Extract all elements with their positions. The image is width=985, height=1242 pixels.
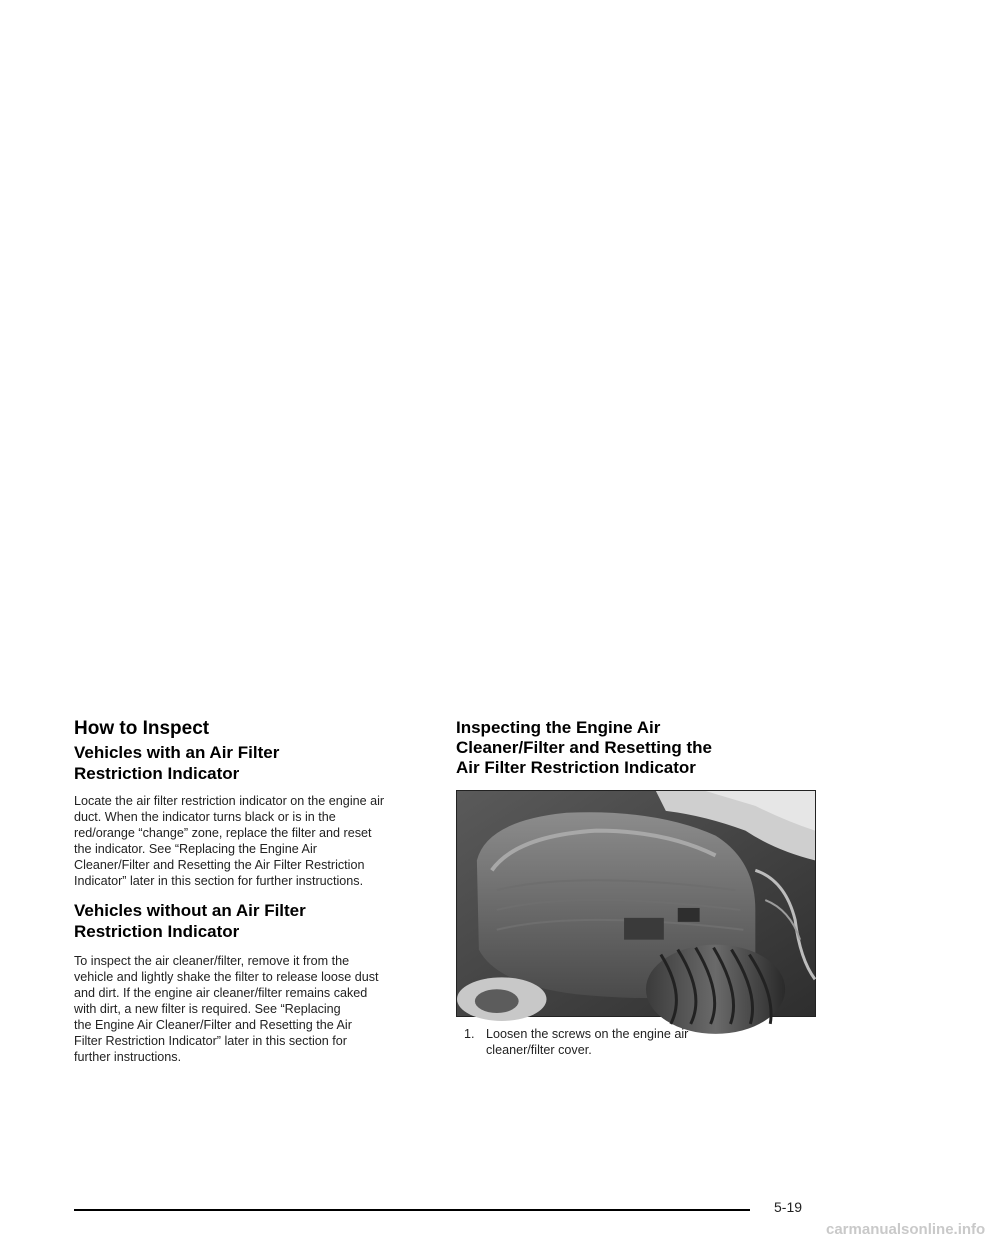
- footer-rule: [74, 1209, 750, 1211]
- text-line: red/orange “change” zone, replace the filter and reset: [74, 826, 372, 840]
- step-text: [486, 1026, 818, 1058]
- text-line: Loosen the screws on the engine air: [486, 1027, 689, 1041]
- text-line: cleaner/filter cover.: [486, 1043, 592, 1057]
- subheading-line: Air Filter Restriction Indicator: [456, 758, 696, 777]
- subheading-line: Vehicles without an Air Filter: [74, 901, 306, 920]
- text-line: Indicator” later in this section for further instructions.: [74, 874, 364, 888]
- section-heading-how-to-inspect: How to Inspect: [74, 718, 210, 739]
- right-column: [456, 718, 818, 1058]
- text-line: the indicator. See “Replacing the Engine Air: [74, 842, 317, 856]
- subheading-line: Cleaner/Filter and Resetting the: [456, 738, 712, 757]
- text-line: with dirt, a new filter is required. See “Replacing: [74, 1002, 341, 1016]
- text-line: Cleaner/Filter and Resetting the Air Filter Restriction: [74, 858, 365, 872]
- subheading-with-indicator: [74, 742, 444, 784]
- subheading-line: Restriction Indicator: [74, 764, 240, 783]
- text-line: the Engine Air Cleaner/Filter and Resetting the Air: [74, 1018, 352, 1032]
- step-1: [456, 1026, 818, 1058]
- text-line: duct. When the indicator turns black or is in the: [74, 810, 336, 824]
- text-line: and dirt. If the engine air cleaner/filter remains caked: [74, 986, 368, 1000]
- paragraph-with-indicator: [74, 793, 444, 889]
- text-line: vehicle and lightly shake the filter to release loose dust: [74, 970, 379, 984]
- left-column: [74, 718, 444, 1065]
- paragraph-without-indicator: [74, 953, 444, 1065]
- subheading-line: Inspecting the Engine Air: [456, 718, 661, 737]
- subheading-line: Restriction Indicator: [74, 922, 240, 941]
- text-line: Locate the air filter restriction indicator on the engine air: [74, 794, 385, 808]
- subheading-without-indicator: [74, 900, 444, 942]
- step-number: 1.: [464, 1027, 475, 1041]
- watermark: carmanualsonline.info: [826, 1221, 985, 1238]
- text-line: Filter Restriction Indicator” later in this section for: [74, 1034, 347, 1048]
- subheading-line: Vehicles with an Air Filter: [74, 743, 280, 762]
- subheading-inspecting-engine-air-cleaner: [456, 718, 818, 778]
- engine-air-cleaner-photo: [456, 790, 816, 1017]
- page-number: 5-19: [774, 1199, 803, 1215]
- text-line: further instructions.: [74, 1050, 182, 1064]
- text-line: To inspect the air cleaner/filter, remove it from the: [74, 954, 350, 968]
